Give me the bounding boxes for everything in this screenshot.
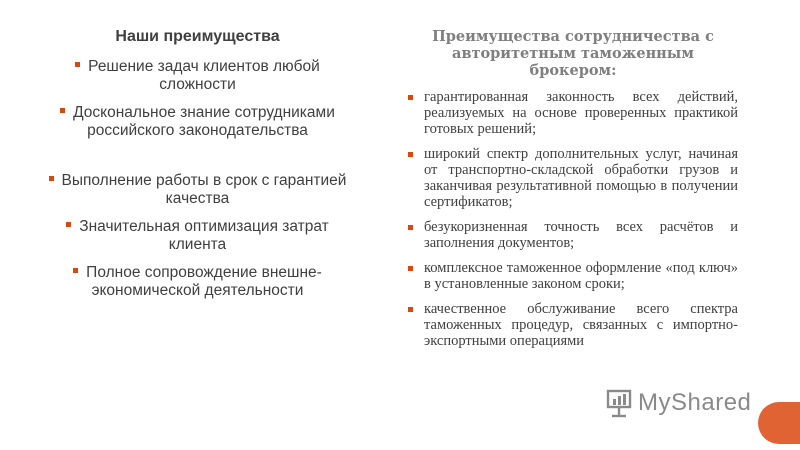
square-bullet-icon	[75, 62, 80, 67]
square-bullet-icon	[408, 225, 413, 230]
list-item: комплексное таможенное оформление «под ключ» в установленные законом сроки;	[408, 260, 738, 292]
presentation-board-icon	[606, 388, 632, 418]
square-bullet-icon	[408, 266, 413, 271]
left-column	[30, 28, 365, 310]
list-item: безукоризненная точность всех расчётов и заполнения документов;	[408, 219, 738, 251]
list-item: качественное обслуживание всего спектра таможенных процедур, связанных с импортно-экспортными операциями	[408, 301, 738, 349]
list-item: широкий спектр дополнительных услуг, начиная от транспортно-складской обработки грузов и заканчивая результативной помощью в получении сертификатов;	[408, 146, 738, 210]
logo-text: MyShared	[638, 389, 752, 416]
corner-badge-icon	[758, 402, 800, 444]
list-item: Выполнение работы в срок с гарантией качества	[30, 172, 365, 208]
list-item: Решение задач клиентов любой сложности	[30, 58, 365, 94]
list-item: Полное сопровождение внешне-экономической деятельности	[30, 264, 365, 300]
square-bullet-icon	[60, 108, 65, 113]
left-title: Наши преимущества	[115, 28, 280, 45]
myshared-logo[interactable]	[606, 385, 751, 421]
right-column	[408, 28, 738, 358]
list-item: гарантированная законность всех действий, реализуемых на основе проверенных практикой готовых решений;	[408, 89, 738, 137]
right-title: Преимущества сотрудничества с авторитетным таможенным брокером:	[432, 28, 714, 79]
square-bullet-icon	[408, 95, 413, 100]
square-bullet-icon	[408, 152, 413, 157]
left-list	[30, 58, 365, 300]
square-bullet-icon	[49, 176, 54, 181]
square-bullet-icon	[408, 307, 413, 312]
list-item: Доскональное знание сотрудниками российского законодательства	[30, 104, 365, 140]
square-bullet-icon	[66, 222, 71, 227]
square-bullet-icon	[73, 268, 78, 273]
right-list	[408, 89, 738, 349]
list-item: Значительная оптимизация затрат клиента	[30, 218, 365, 254]
